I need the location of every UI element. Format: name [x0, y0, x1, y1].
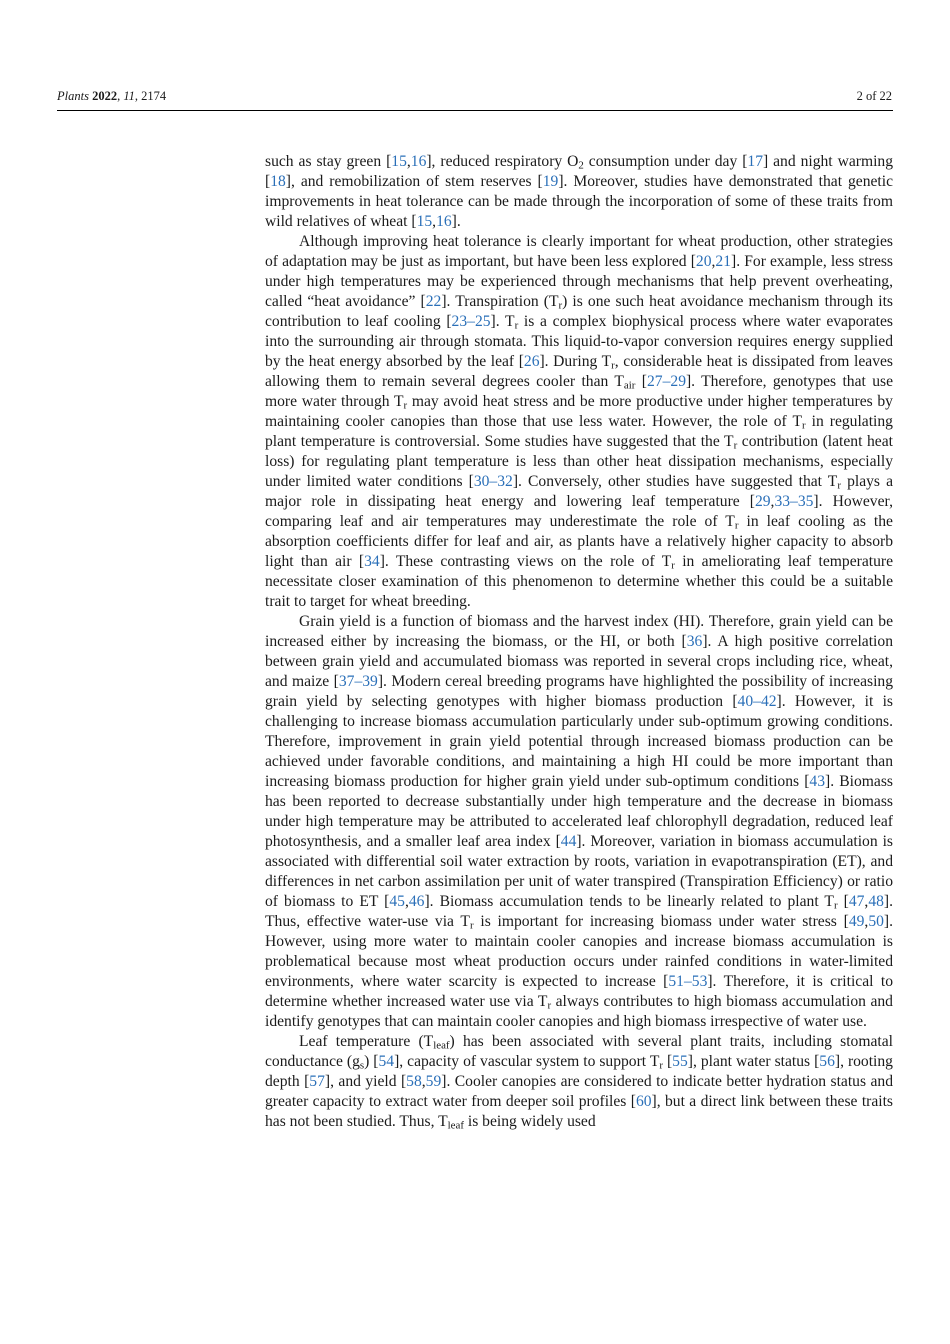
- header-rule: [57, 110, 893, 111]
- text-run: ]. Biomass has been reported to decrease substantially under high temperature and the decrease in biomass under high temperature may be attributed to accelerated leaf chlorophyll degradation, reduced leaf photosynthesis, and a smaller leaf area index [: [265, 773, 893, 850]
- text-run: ]. Thus, effective water-use via T: [265, 893, 894, 930]
- subscript: r: [469, 919, 474, 932]
- text-run: in leaf cooling as the absorption coefficients differ for leaf and air, as plants have a relatively higher capacity to absorb light than air [: [265, 513, 893, 570]
- citation-link[interactable]: 57: [309, 1073, 325, 1090]
- citation-link[interactable]: 50: [868, 913, 884, 930]
- citation-link[interactable]: 23–25: [451, 313, 491, 330]
- subscript: leaf: [433, 1039, 450, 1052]
- citation-link[interactable]: 15: [391, 153, 407, 170]
- subscript: r: [734, 519, 739, 532]
- text-run: ]. However, comparing leaf and air temperatures may underestimate the role of T: [265, 493, 893, 530]
- text-run: in regulating plant temperature is controversial. Some studies have suggested that the T: [265, 413, 893, 450]
- text-run: ) is one such heat avoidance mechanism through its contribution to leaf cooling [: [265, 293, 893, 330]
- citation-link[interactable]: 60: [635, 1093, 652, 1110]
- text-run: ]. T: [490, 313, 515, 330]
- text-run: ], and yield [: [324, 1073, 407, 1090]
- text-run: ,: [864, 913, 869, 930]
- citation-link[interactable]: 22: [425, 293, 442, 310]
- text-run: ,: [770, 493, 775, 510]
- text-run: is a complex biophysical process where water evaporates into the surrounding air through stomata. This liquid-to-vapor conversion requires energy supplied by the heat energy absorbed by the leaf [: [265, 313, 893, 370]
- subscript: leaf: [447, 1119, 464, 1132]
- text-run: ]. These contrasting views on the role of T: [379, 553, 672, 570]
- citation-link[interactable]: 58: [406, 1073, 422, 1090]
- text-run: ) has been associated with several plant traits, including stomatal conductance (g: [265, 1033, 893, 1070]
- citation-link[interactable]: 47: [848, 893, 865, 910]
- text-run: ], capacity of vascular system to support T: [394, 1053, 660, 1070]
- journal-citation: Plants 2022, 11, 2174: [57, 89, 167, 103]
- text-run: , considerable heat is dissipated from leaves allowing them to remain several degrees cooler than T: [265, 353, 893, 390]
- text-run: is important for increasing biomass under water stress [: [473, 913, 849, 930]
- citation-link[interactable]: 43: [809, 773, 826, 790]
- subscript: r: [671, 559, 675, 572]
- subscript: 2: [578, 159, 584, 172]
- text-run: ]. Transpiration (T: [441, 293, 559, 310]
- text-run: ]. Cooler canopies are considered to indicate better hydration status and greater capacity to extract water from deeper soil profiles [: [265, 1073, 893, 1110]
- citation-link[interactable]: 45: [389, 893, 405, 910]
- text-run: Although improving heat tolerance is clearly important for wheat production, other strategies of adaptation may be just as important, but have been less explored [: [265, 233, 893, 270]
- text-run: contribution (latent heat loss) for regulating plant temperature is less than other heat dissipation mechanisms, especially under limited water conditions [: [265, 433, 893, 490]
- text-run: ]. Biomass accumulation tends to be linearly related to plant T: [424, 893, 834, 910]
- citation-link[interactable]: 51–53: [668, 973, 708, 990]
- text-run: always contributes to high biomass accumulation and identify genotypes that can maintain cooler canopies and high biomass irrespective of water use.: [265, 993, 893, 1030]
- citation-link[interactable]: 54: [378, 1053, 395, 1070]
- citation-link[interactable]: 15: [416, 213, 433, 230]
- text-run: ], but a direct link between these traits has not been studied. Thus, T: [265, 1093, 893, 1130]
- citation-link[interactable]: 26: [523, 353, 540, 370]
- subscript: r: [547, 999, 552, 1012]
- text-run: such as stay green [: [265, 153, 392, 170]
- text-run: ]. Conversely, other studies have suggested that T: [512, 473, 838, 490]
- subscript: r: [514, 319, 519, 332]
- citation-link[interactable]: 37–39: [338, 673, 378, 690]
- running-header: [57, 89, 892, 109]
- citation-link[interactable]: 49: [848, 913, 865, 930]
- text-run: ,: [711, 253, 716, 270]
- citation-link[interactable]: 33–35: [774, 493, 814, 510]
- text-run: ]. During T: [539, 353, 612, 370]
- text-run: in ameliorating leaf temperature necessitate closer examination of this phenomenon to determine whether this could be a suitable trait to target for wheat breeding.: [265, 553, 893, 610]
- citation-link[interactable]: 19: [542, 173, 559, 190]
- citation-link[interactable]: 29: [754, 493, 771, 510]
- subscript: r: [403, 399, 408, 412]
- citation-link[interactable]: 16: [436, 213, 452, 230]
- text-run: ,: [404, 893, 409, 910]
- citation-link[interactable]: 27–29: [647, 373, 686, 390]
- text-run: is being widely used: [463, 1113, 596, 1130]
- text-run: ], plant water status [: [687, 1053, 820, 1070]
- subscript: r: [837, 479, 841, 492]
- text-run: may avoid heat stress and be more productive under higher temperatures by maintaining cooler canopies than those that use less water. However, the role of T: [265, 393, 893, 430]
- text-run: ]. A high positive correlation between grain yield and accumulated biomass was reported in several crops including rice, wheat, and maize [: [265, 633, 893, 690]
- subscript: r: [611, 359, 615, 372]
- subscript: r: [733, 439, 738, 452]
- subscript: r: [801, 419, 806, 432]
- body-text: [265, 152, 893, 1132]
- text-run: [: [837, 893, 849, 910]
- journal-year: 2022: [92, 89, 118, 103]
- text-run: ]. Moreover, variation in biomass accumulation is associated with differential soil water extraction by roots, variation in evapotranspiration (ET), and differences in net carbon assimilation per unit of water transpired (Transpiration Efficiency) or ratio of biomass to ET [: [265, 833, 893, 910]
- citation-link[interactable]: 21: [715, 253, 732, 270]
- paragraph: [265, 152, 893, 232]
- citation-link[interactable]: 36: [686, 633, 703, 650]
- subscript: s: [359, 1059, 365, 1072]
- citation-link[interactable]: 55: [672, 1053, 688, 1070]
- subscript: air: [623, 379, 636, 392]
- text-run: ], and remobilization of stem reserves [: [285, 173, 543, 190]
- text-run: ,: [421, 1073, 426, 1090]
- citation-link[interactable]: 46: [408, 893, 425, 910]
- text-run: consumption under day [: [583, 153, 748, 170]
- journal-volume: 11: [123, 89, 135, 103]
- page-number: 2 of 22: [856, 89, 892, 103]
- text-run: Leaf temperature (T: [299, 1033, 434, 1050]
- citation-link[interactable]: 44: [560, 833, 577, 850]
- text-run: Grain yield is a function of biomass and the harvest index (HI). Therefore, grain yield can be increased either by increasing the biomass, or the HI, or both [: [265, 613, 893, 650]
- journal-name: Plants: [57, 89, 89, 103]
- text-run: ]. However, using more water to maintain cooler canopies and increase biomass accumulation is problematical because most wheat production occurs under rainfed conditions in water-limited environments, where water scarcity is expected to increase [: [265, 913, 893, 990]
- text-run: ], reduced respiratory O: [426, 153, 579, 170]
- text-run: ]. Moreover, studies have demonstrated that genetic improvements in heat tolerance can be made through the incorporation of some of these traits from wild relatives of wheat [: [265, 173, 894, 230]
- subscript: r: [659, 1059, 663, 1072]
- citation-link[interactable]: 40–42: [737, 693, 777, 710]
- citation-link[interactable]: 20: [695, 253, 712, 270]
- paragraph: [265, 232, 893, 612]
- citation-link[interactable]: 30–32: [473, 473, 513, 490]
- subscript: r: [558, 299, 563, 312]
- text-run: ) [: [364, 1053, 379, 1070]
- citation-link[interactable]: 16: [410, 153, 427, 170]
- text-run: plays a major role in dissipating heat energy and lowering leaf temperature [: [265, 473, 893, 510]
- citation-link[interactable]: 59: [425, 1073, 442, 1090]
- text-run: ]. However, it is challenging to increase biomass accumulation particularly under sub-optimum growing conditions. Therefore, improvement in grain yield potential through increased biomass production can be achieved under favorable conditions, and maintaining a high HI could be more important than increasing biomass production for higher grain yield under sub-optimum conditions [: [265, 693, 893, 790]
- text-run: [: [635, 373, 647, 390]
- paragraph: [265, 1032, 893, 1132]
- citation-link[interactable]: 56: [819, 1053, 835, 1070]
- text-run: ,: [432, 213, 437, 230]
- text-run: ,: [864, 893, 869, 910]
- subscript: r: [833, 899, 838, 912]
- citation-link[interactable]: 48: [868, 893, 884, 910]
- text-run: ]. Modern cereal breeding programs have highlighted the possibility of increasing grain yield by selecting genotypes with higher biomass production [: [265, 673, 894, 710]
- citation-link[interactable]: 18: [270, 173, 286, 190]
- text-run: ] and night warming [: [265, 153, 894, 190]
- text-run: ]. For example, less stress under high temperatures may be experienced through mechanisms that help prevent overheating, called “heat avoidance” [: [265, 253, 894, 310]
- text-run: ,: [406, 153, 411, 170]
- text-run: ], rooting depth [: [265, 1053, 893, 1090]
- text-run: ]. Therefore, it is critical to determine whether increased water use via T: [265, 973, 893, 1010]
- article-number: 2174: [141, 89, 167, 103]
- paragraph: [265, 612, 893, 1032]
- text-run: [: [663, 1053, 673, 1070]
- text-run: ]. Therefore, genotypes that use more water through T: [265, 373, 894, 410]
- citation-link[interactable]: 34: [364, 553, 380, 570]
- citation-link[interactable]: 17: [747, 153, 763, 170]
- text-run: ].: [451, 213, 461, 230]
